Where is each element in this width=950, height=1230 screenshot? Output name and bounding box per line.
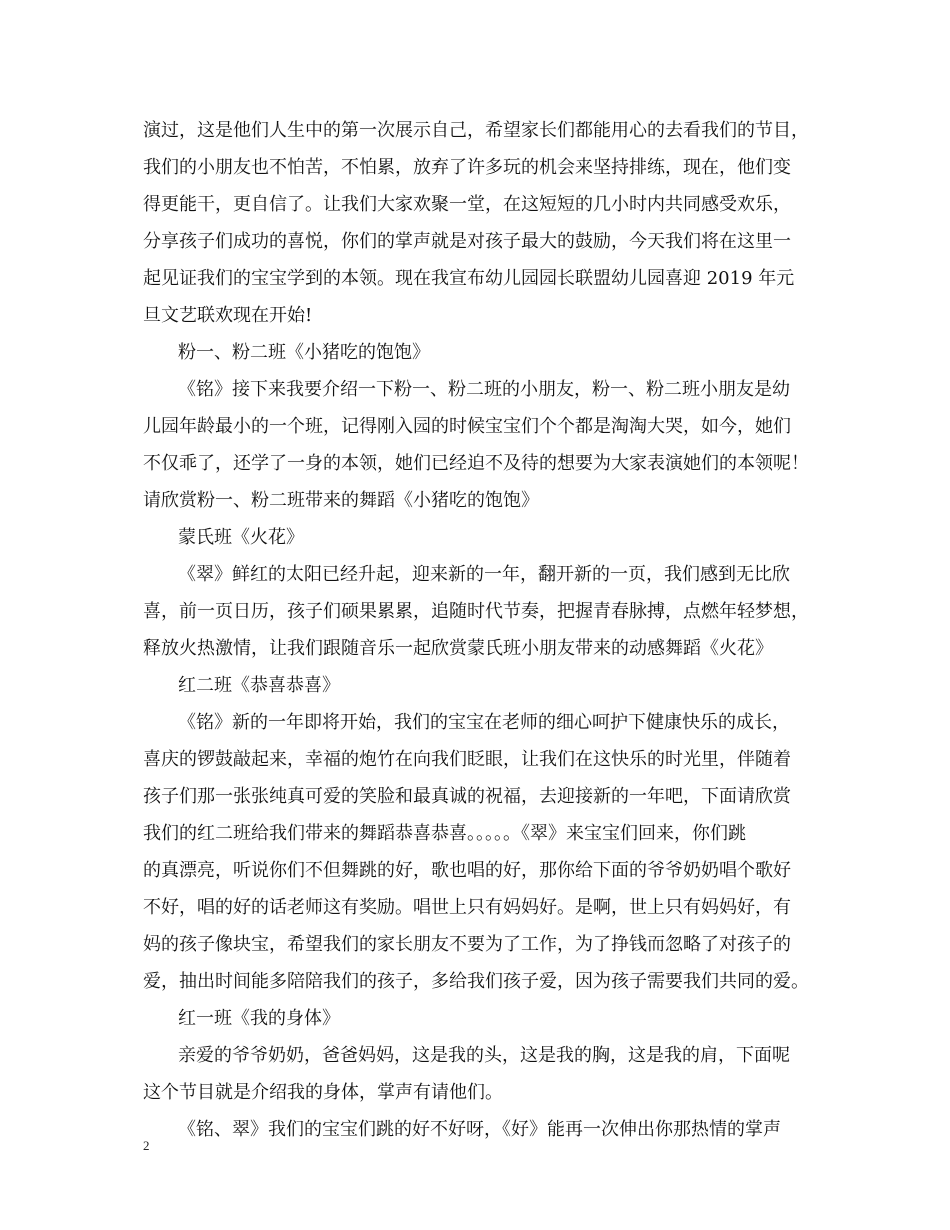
text-line: 孩子们那一张张纯真可爱的笑脸和最真诚的祝福，去迎接新的一年吧，下面请欣赏 [143, 786, 791, 807]
text-line: 起见证我们的宝宝学到的本领。现在我宣布幼儿园园长联盟幼儿园喜迎 2019 年元 [143, 268, 795, 289]
text-line: 分享孩子们成功的喜悦，你们的掌声就是对孩子最大的鼓励，今天我们将在这里一 [143, 231, 791, 252]
text-line: 旦文艺联欢现在开始! [143, 305, 313, 326]
text-line: 不好，唱的好的话老师这有奖励。唱世上只有妈妈好。是啊，世上只有妈妈好，有 [143, 897, 791, 918]
text-line: 演过，这是他们人生中的第一次展示自己，希望家长们都能用心的去看我们的节目， [143, 120, 809, 141]
text-line: 《翠》鲜红的太阳已经升起，迎来新的一年，翻开新的一页，我们感到无比欣 [178, 564, 790, 585]
text-line: 我们的小朋友也不怕苦，不怕累，放弃了许多玩的机会来坚持排练，现在，他们变 [143, 157, 791, 178]
text-line: 《铭》接下来我要介绍一下粉一、粉二班的小朋友，粉一、粉二班小朋友是幼 [178, 379, 790, 400]
section-heading: 蒙氏班《火花》 [178, 527, 304, 548]
section-heading: 粉一、粉二班《小猪吃的饱饱》 [178, 342, 430, 363]
text-line: 我们的红二班给我们带来的舞蹈恭喜恭喜。。。。。《翠》来宝宝们回来，你们跳 [143, 823, 746, 844]
text-line: 的真漂亮，听说你们不但舞跳的好，歌也唱的好，那你给下面的爷爷奶奶唱个歌好 [143, 860, 791, 881]
text-line: 儿园年龄最小的一个班，记得刚入园的时候宝宝们个个都是淘淘大哭，如今，她们 [143, 416, 791, 437]
text-line: 请欣赏粉一、粉二班带来的舞蹈《小猪吃的饱饱》 [143, 490, 539, 511]
text-line: 爱，抽出时间能多陪陪我们的孩子，多给我们孩子爱，因为孩子需要我们共同的爱。 [143, 971, 809, 992]
text-line: 妈的孩子像块宝，希望我们的家长朋友不要为了工作，为了挣钱而忽略了对孩子的 [143, 934, 791, 955]
text-line: 《铭、翠》我们的宝宝们跳的好不好呀，《好》能再一次伸出你那热情的掌声 [178, 1119, 781, 1140]
text-line: 喜庆的锣鼓敲起来，幸福的炮竹在向我们眨眼，让我们在这快乐的时光里，伴随着 [143, 749, 791, 770]
section-heading: 红一班《我的身体》 [178, 1008, 340, 1029]
text-line: 《铭》新的一年即将开始，我们的宝宝在老师的细心呵护下健康快乐的成长， [178, 712, 790, 733]
text-line: 亲爱的爷爷奶奶，爸爸妈妈，这是我的头，这是我的胸，这是我的肩，下面呢 [178, 1045, 790, 1066]
text-line: 喜，前一页日历，孩子们硕果累累，追随时代节奏，把握青春脉搏，点燃年轻梦想， [143, 601, 809, 622]
section-heading: 红二班《恭喜恭喜》 [178, 675, 340, 696]
text-line: 得更能干，更自信了。让我们大家欢聚一堂，在这短短的几小时内共同感受欢乐， [143, 194, 791, 215]
text-line: 释放火热激情，让我们跟随音乐一起欣赏蒙氏班小朋友带来的动感舞蹈《火花》 [143, 638, 773, 659]
text-line: 不仅乖了，还学了一身的本领，她们已经迫不及待的想要为大家表演她们的本领呢！ [143, 453, 809, 474]
text-line: 这个节目就是介绍我的身体，掌声有请他们。 [143, 1082, 503, 1103]
page-number: 2 [143, 1138, 150, 1153]
